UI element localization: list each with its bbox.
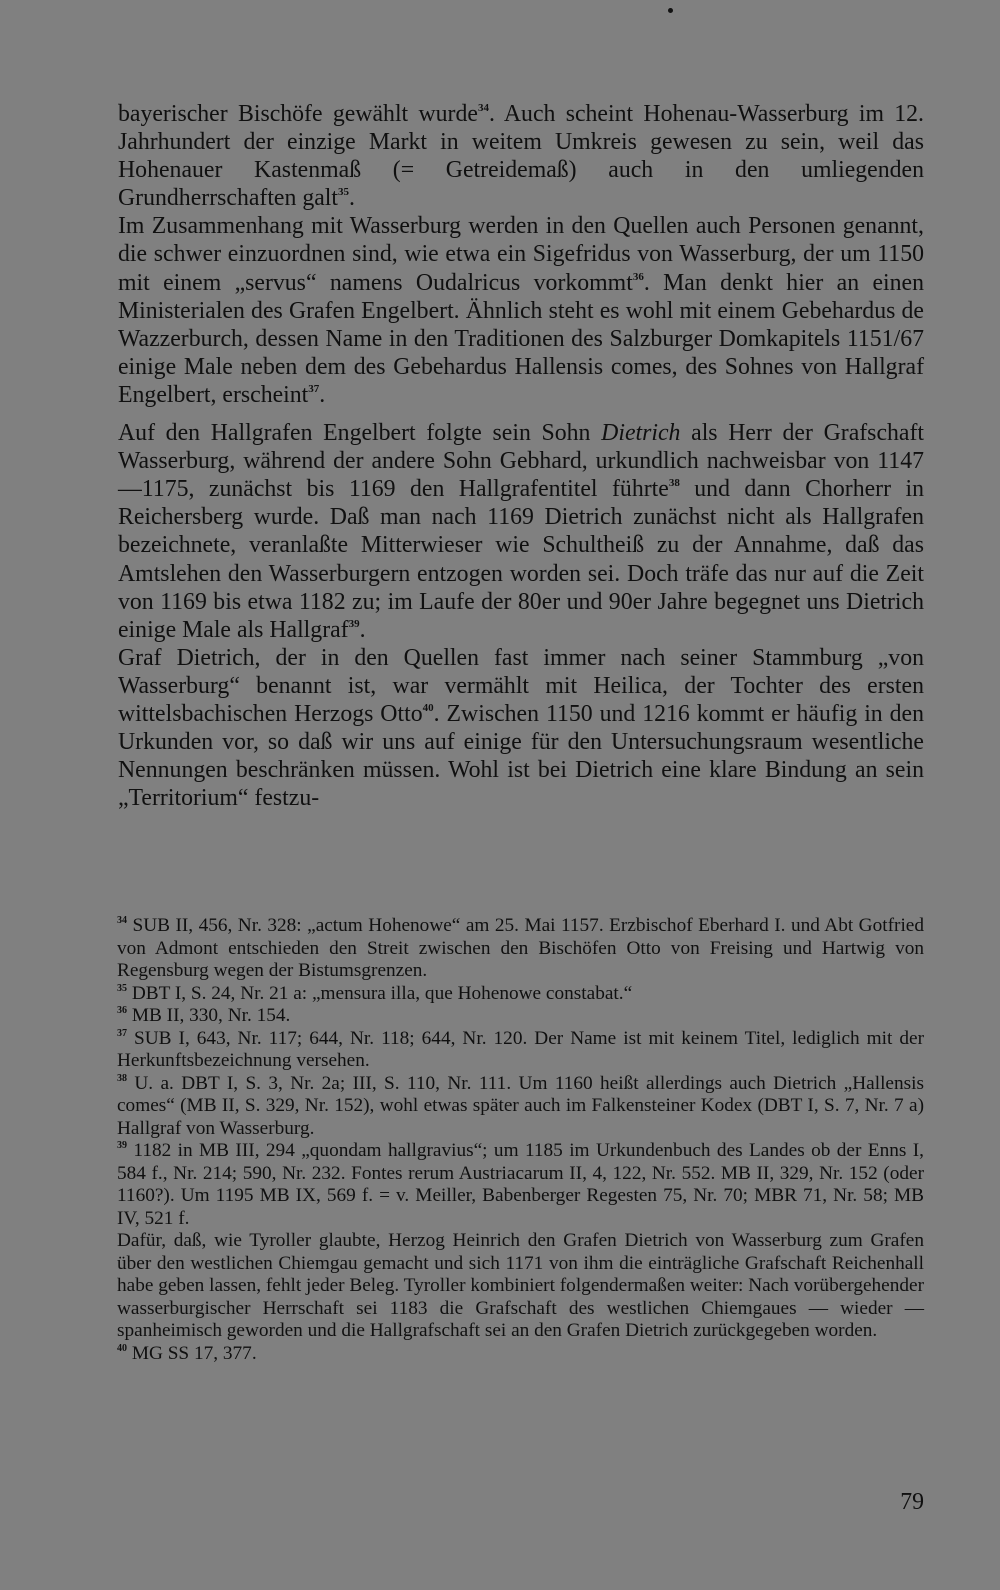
emphasized-name: Dietrich: [601, 420, 681, 447]
footnote-number: 39: [117, 1140, 127, 1151]
footnote-number: 35: [117, 982, 127, 994]
footnote-number: 34: [117, 915, 127, 926]
footnote-ref-37[interactable]: 37: [308, 382, 320, 395]
footnote-ref-40[interactable]: 40: [422, 701, 434, 714]
paragraph-1: bayerischer Bischöfe gewählt wurde$^{34}$. Auch scheint Hohenau-Wasserburg im 12. Jahrhundert der einzige Markt in weitem Umkreis gewesen zu sein, weil das Hohenauer Kastenmaß (= Getreidemaß) auch in den umliegenden Grundherrschaften galt$^{35}$.: [118, 101, 924, 212]
paragraph-2: Im Zusammenhang mit Wasserburg werden in den Quellen auch Personen genannt, die schwer einzuordnen sind, wie etwa ein Sigefridus von Wasserburg, der um 1150 mit einem „servus“ namens Oudalricus vorkommt$^{36}$. Man denkt hier an einen Ministerialen des Grafen Engelbert. Ähnlich steht es wohl mit einem Gebehardus de Wazzerburch, dessen Name in den Traditionen des Salzburger Domkapitels 1151/67 einige Male neben dem des Gebehardus Hallensis comes, des Sohnes von Hallgraf Engelbert, erscheint$^{37}$.: [118, 213, 924, 408]
paragraph-4: Graf Dietrich, der in den Quellen fast immer nach seiner Stammburg „von Wasserburg“ benannt ist, war vermählt mit Heilica, der Tochter des ersten wittelsbachischen Herzogs Otto$^{40}$. Zwischen 1150 und 1216 kommt er häufig in den Urkunden vor, so daß wir uns auf einige für den Untersuchungsraum wesentliche Nennungen beschränken müssen. Wohl ist bei Dietrich eine klare Bindung an sein „Territorium“ festzu-: [118, 644, 924, 812]
footnote-ref-34[interactable]: 34: [477, 102, 489, 114]
footnote-number: 36: [117, 1005, 127, 1016]
footnote-39: $^{39}$ 1182 in MB III, 294 „quondam hallgravius“; um 1185 im Urkundenbuch des Landes ob der Enns I, 584 f., Nr. 214; 590, Nr. 232. Fontes rerum Austriacarum II, 4, 122, Nr. 552. MB II, 329, Nr. 152 (oder 1160?). Um 1195 MB IX, 569 f. = v. Meiller, Babenberger Regesten 75, Nr. 70; MBR 71, Nr. 58; MB IV, 521 f.: [117, 1140, 924, 1229]
footnote-number: 38: [117, 1072, 127, 1084]
footnote-40: $^{40}$ MG SS 17, 377.: [117, 1342, 257, 1364]
footnote-ref-39[interactable]: 39: [348, 617, 360, 630]
footnote-ref-38[interactable]: 38: [668, 477, 680, 490]
print-speck: [668, 8, 673, 13]
footnote-34: $^{34}$ SUB II, 456, Nr. 328: „actum Hohenowe“ am 25. Mai 1157. Erzbischof Eberhard I. und Abt Gotfried von Admont entschieden den Streit zwischen den Bischöfen Otto von Freising und Hartwig von Regensburg wegen der Bistumsgrenzen.: [117, 915, 924, 981]
footnote-36: $^{36}$ MB II, 330, Nr. 154.: [117, 1005, 291, 1026]
footnote-37: $^{37}$ SUB I, 643, Nr. 117; 644, Nr. 118; 644, Nr. 120. Der Name ist mit keinem Titel, lediglich mit der Herkunftsbezeichnung versehen.: [117, 1027, 924, 1071]
footnote-ref-36[interactable]: 36: [632, 270, 644, 283]
footnote-38: $^{38}$ U. a. DBT I, S. 3, Nr. 2a; III, S. 110, Nr. 111. Um 1160 heißt allerdings auch Dietrich „Hallensis comes“ (MB II, S. 329, Nr. 152), wohl etwas später auch im Falkensteiner Kodex (DBT I, S. 7, Nr. 7 a) Hallgraf von Wasserburg.: [117, 1072, 924, 1139]
footnote-number: 37: [117, 1027, 127, 1039]
footnote-35: $^{35}$ DBT I, S. 24, Nr. 21 a: „mensura illa, que Hohenowe constabat.“: [117, 982, 633, 1004]
footnote-39-continuation: Dafür, daß, wie Tyroller glaubte, Herzog Heinrich den Grafen Dietrich von Wasserburg zum Grafen über den westlichen Chiemgau gemacht und sich 1171 von ihm die einträgliche Grafschaft Reichenhall habe geben lassen, fehlt jeder Beleg. Tyroller kombiniert folgendermaßen weiter: Nach vorübergehender wasserburgischer Herrschaft sei 1183 die Grafschaft des westlichen Chiemgaues — wieder — spanheimisch geworden und die Hallgrafschaft sei an den Grafen Dietrich zurückgegeben worden.: [117, 1230, 924, 1341]
paragraph-3: Auf den Hallgrafen Engelbert folgte sein Sohn Dietrich als Herr der Grafschaft Wasserburg, während der andere Sohn Gebhard, urkundlich nachweisbar von 1147—1175, zunächst bis 1169 den Hallgrafentitel führte$^{38}$ und dann Chorherr in Reichersberg wurde. Daß man nach 1169 Dietrich zunächst nicht als Hallgrafen bezeichnete, veranlaßte Mitterwieser wie Schultheiß zu der Annahme, daß das Amtslehen den Wasserburgern entzogen worden sei. Doch träfe das nur auf die Zeit von 1169 bis etwa 1182 zu; im Laufe der 80er und 90er Jahre begegnet uns Dietrich einige Male als Hallgraf$^{39}$.: [118, 420, 924, 643]
page-number: 79: [900, 1489, 924, 1515]
footnote-ref-35[interactable]: 35: [338, 186, 350, 199]
footnote-number: 40: [117, 1342, 127, 1354]
main-text: [118, 100, 924, 812]
footnotes: [117, 915, 924, 1365]
